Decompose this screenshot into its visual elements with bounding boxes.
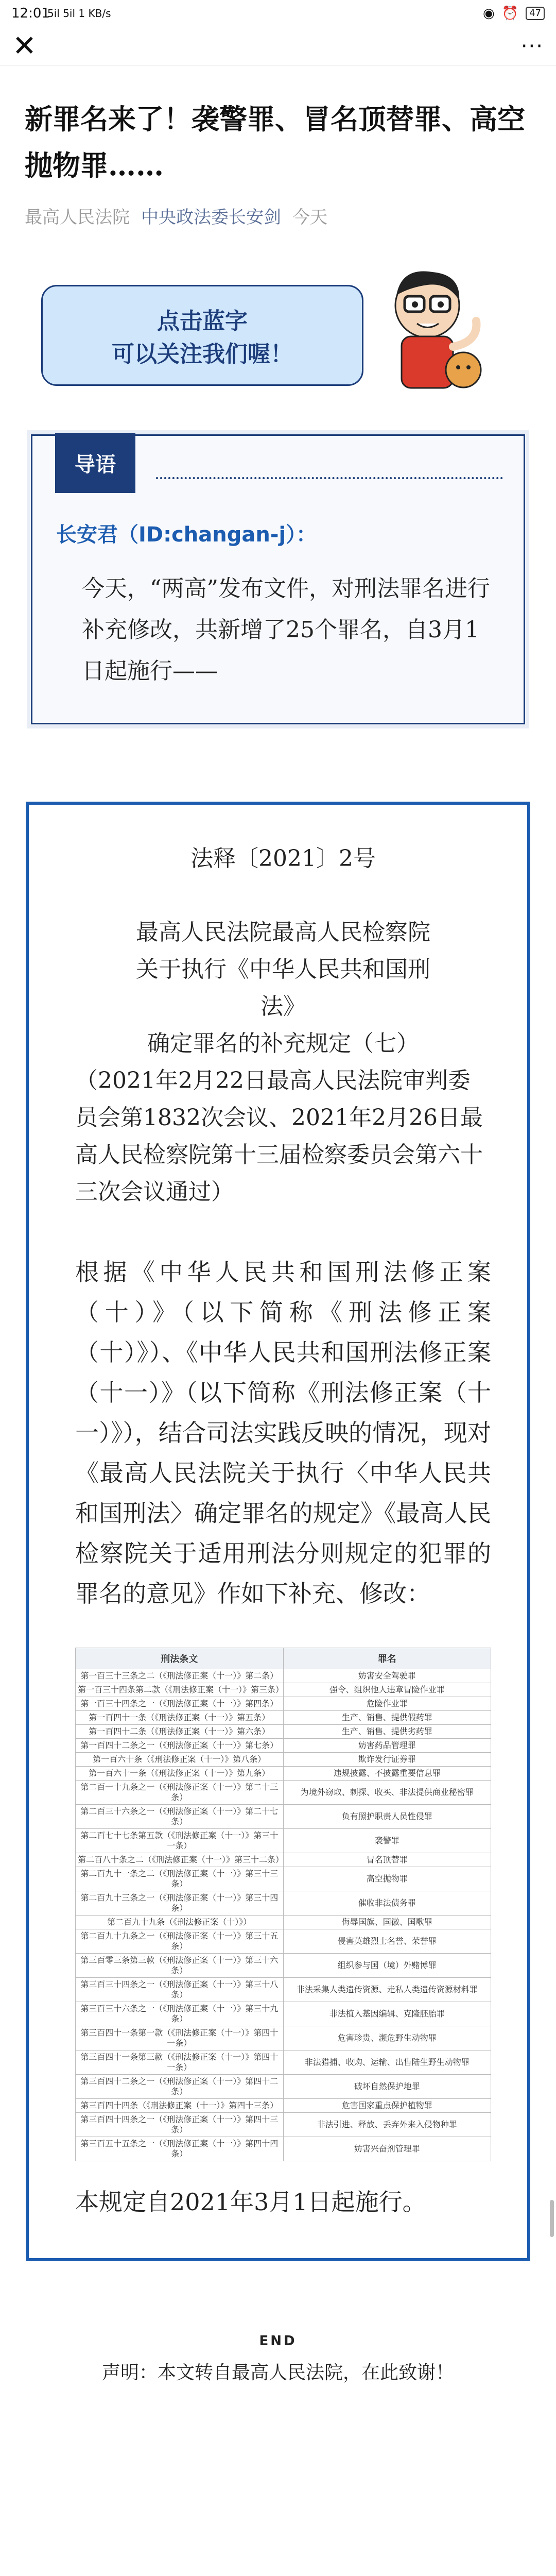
article-meta xyxy=(25,203,531,228)
crime-name-cell: 侮辱国旗、国徽、国歌罪 xyxy=(283,1916,491,1929)
effective-date: 本规定自2021年3月1日起施行。 xyxy=(75,2188,426,2216)
article-cell: 第二百七十七条第五款（《刑法修正案（十一）》第三十一条） xyxy=(76,1829,284,1853)
article-cell: 第二百九十三条之一（《刑法修正案（十一）》第三十四条） xyxy=(76,1891,284,1916)
crime-name-cell: 妨害安全驾驶罪 xyxy=(283,1669,491,1683)
intro-divider xyxy=(156,477,503,479)
table-row xyxy=(76,1867,491,1891)
article-cell: 第一百四十二条（《刑法修正案（十一）》第六条） xyxy=(76,1725,284,1739)
intro-author: 长安君（ID:changan-j）： xyxy=(56,523,317,547)
follow-bubble xyxy=(41,285,363,386)
table-row xyxy=(76,1697,491,1711)
publish-date: 今天 xyxy=(292,207,327,228)
crime-name-cell: 非法采集人类遗传资源、走私人类遗传资源材料罪 xyxy=(283,1978,491,2002)
article-cell: 第二百九十九条（《刑法修正案（十）》） xyxy=(76,1916,284,1929)
status-bar xyxy=(0,0,556,27)
crime-name-cell: 违规披露、不披露重要信息罪 xyxy=(283,1767,491,1781)
table-row xyxy=(76,1829,491,1853)
crime-name-cell: 催收非法债务罪 xyxy=(283,1891,491,1916)
article-cell: 第二百三十六条之一（《刑法修正案（十一）》第二十七条） xyxy=(76,1805,284,1829)
crime-name-cell: 危害珍贵、濒危野生动物罪 xyxy=(283,2026,491,2050)
intro-tag: 导语 xyxy=(55,433,135,493)
heading-line: 法》 xyxy=(260,993,306,1020)
table-row xyxy=(76,2026,491,2050)
table-row xyxy=(76,2113,491,2137)
article-cell: 第三百四十二条之一（《刑法修正案（十一）》第四十二条） xyxy=(76,2075,284,2099)
table-row xyxy=(76,1669,491,1683)
article-source: 最高人民法院 xyxy=(25,207,130,228)
article-cell: 第一百四十二条之一（《刑法修正案（十一）》第七条） xyxy=(76,1739,284,1753)
article-cell: 第三百零三条第三款（《刑法修正案（十一）》第三十六条） xyxy=(76,1954,284,1978)
article-cell: 第一百三十三条之二（《刑法修正案（十一）》第二条） xyxy=(76,1669,284,1683)
article-cell: 第二百九十一条之二（《刑法修正案（十一）》第三十三条） xyxy=(76,1867,284,1891)
table-body xyxy=(76,1669,491,2161)
table-row xyxy=(76,2075,491,2099)
heading-line: 确定罪名的补充规定（七） xyxy=(147,1030,419,1057)
signal-icon: 5il 5il xyxy=(47,7,76,20)
table-header-row xyxy=(76,1648,491,1669)
end-mark: END xyxy=(259,2333,297,2349)
crime-name-cell: 生产、销售、提供劣药罪 xyxy=(283,1725,491,1739)
status-right xyxy=(483,6,545,21)
table-row xyxy=(76,1781,491,1805)
article-cell: 第二百九十九条之一（《刑法修正案（十一）》第三十五条） xyxy=(76,1929,284,1954)
article-cell: 第三百四十一条第一款（《刑法修正案（十一）》第四十一条） xyxy=(76,2026,284,2050)
article-cell: 第三百三十四条之一（《刑法修正案（十一）》第三十八条） xyxy=(76,1978,284,2002)
status-signal xyxy=(47,7,111,20)
table-row xyxy=(76,2002,491,2026)
crime-name-cell: 欺诈发行证券罪 xyxy=(283,1753,491,1767)
follow-line-1: 点击蓝字 xyxy=(157,308,248,334)
battery-level: 47 xyxy=(529,8,541,19)
wechat-icon: ◉ xyxy=(483,6,495,21)
article-title: 新罪名来了！袭警罪、冒名顶替罪、高空抛物罪…… xyxy=(25,103,525,182)
crime-table xyxy=(75,1648,491,2161)
source-statement: 声明：本文转自最高人民法院，在此致谢！ xyxy=(101,2362,454,2383)
article-cell: 第三百四十一条第三款（《刑法修正案（十一）》第四十一条） xyxy=(76,2050,284,2075)
crime-name-cell: 袭警罪 xyxy=(283,1829,491,1853)
table-header: 刑法条文 xyxy=(76,1648,284,1669)
mascot-image xyxy=(371,264,494,393)
intro-text: 今天，“两高”发布文件，对刑法罪名进行补充修改，共新增了25个罪名，自3月1日起施行—— xyxy=(82,575,490,684)
crime-name-cell: 生产、销售、提供假药罪 xyxy=(283,1711,491,1725)
crime-name-cell: 高空抛物罪 xyxy=(283,1867,491,1891)
article-cell: 第三百四十四条（《刑法修正案（十一）》第四十三条） xyxy=(76,2099,284,2113)
table-row xyxy=(76,1853,491,1867)
document-number: 法释〔2021〕2号 xyxy=(190,845,376,872)
table-row xyxy=(76,2137,491,2161)
crime-name-cell: 妨害药品管理罪 xyxy=(283,1739,491,1753)
table-row xyxy=(76,1978,491,2002)
article-cell: 第三百三十六条之一（《刑法修正案（十一）》第三十九条） xyxy=(76,2002,284,2026)
article-cell: 第二百一十九条之一（《刑法修正案（十一）》第二十三条） xyxy=(76,1781,284,1805)
table-row xyxy=(76,1805,491,1829)
article-cell: 第三百五十五条之一（《刑法修正案（十一）》第四十四条） xyxy=(76,2137,284,2161)
table-row xyxy=(76,1929,491,1954)
title-bar xyxy=(0,27,556,66)
table-row xyxy=(76,1916,491,1929)
article-cell: 第二百八十条之二（《刑法修正案（十一）》第三十二条） xyxy=(76,1853,284,1867)
crime-name-cell: 负有照护职责人员性侵罪 xyxy=(283,1805,491,1829)
document-frame xyxy=(26,802,530,2261)
crime-name-cell: 非法引进、释放、丢弃外来入侵物种罪 xyxy=(283,2113,491,2137)
status-time: 12:01 xyxy=(11,6,50,21)
article-cell: 第一百四十一条（《刑法修正案（十一）》第五条） xyxy=(76,1711,284,1725)
account-name-link[interactable]: 中央政法委长安剑 xyxy=(141,207,281,228)
table-row xyxy=(76,2099,491,2113)
crime-name-cell: 危险作业罪 xyxy=(283,1697,491,1711)
crime-name-cell: 破坏自然保护地罪 xyxy=(283,2075,491,2099)
table-row xyxy=(76,1753,491,1767)
heading-line: 最高人民法院最高人民检察院 xyxy=(136,919,430,945)
follow-line-2: 可以关注我们喔！ xyxy=(112,341,293,367)
crime-name-cell: 侵害英雄烈士名誉、荣誉罪 xyxy=(283,1929,491,1954)
table-header: 罪名 xyxy=(283,1648,491,1669)
document-heading xyxy=(75,914,491,1211)
table-row xyxy=(76,2050,491,2075)
follow-banner[interactable] xyxy=(31,264,525,393)
table-row xyxy=(76,1711,491,1725)
article-cell: 第三百四十四条之一（《刑法修正案（十一）》第四十三条） xyxy=(76,2113,284,2137)
crime-name-cell: 冒名顶替罪 xyxy=(283,1853,491,1867)
table-row xyxy=(76,1954,491,1978)
article-cell: 第一百六十一条（《刑法修正案（十一）》第九条） xyxy=(76,1767,284,1781)
crime-name-cell: 危害国家重点保护植物罪 xyxy=(283,2099,491,2113)
crime-name-cell: 非法猎捕、收购、运输、出售陆生野生动物罪 xyxy=(283,2050,491,2075)
table-row xyxy=(76,1725,491,1739)
alarm-icon: ⏰ xyxy=(501,6,519,21)
more-icon[interactable]: ··· xyxy=(520,34,544,58)
crime-name-cell: 为境外窃取、刺探、收买、非法提供商业秘密罪 xyxy=(283,1781,491,1805)
article-cell: 第一百六十条（《刑法修正案（十一）》第八条） xyxy=(76,1753,284,1767)
network-speed: 1 KB/s xyxy=(78,7,111,20)
scrollbar[interactable] xyxy=(550,2200,554,2237)
article-cell: 第一百三十四条第二款（《刑法修正案（十一）》第三条） xyxy=(76,1683,284,1697)
crime-name-cell: 强令、组织他人违章冒险作业罪 xyxy=(283,1683,491,1697)
heading-session-note: （2021年2月22日最高人民法院审判委员会第1832次会议、2021年2月26日最高人民检察院第十三届检察委员会第六十三次会议通过） xyxy=(75,1067,483,1205)
heading-line: 关于执行《中华人民共和国刑 xyxy=(136,956,430,982)
crime-name-cell: 组织参与国（境）外赌博罪 xyxy=(283,1954,491,1978)
close-icon[interactable]: ✕ xyxy=(12,29,37,63)
crime-name-cell: 妨害兴奋剂管理罪 xyxy=(283,2137,491,2161)
table-row xyxy=(76,1767,491,1781)
table-row xyxy=(76,1891,491,1916)
document-paragraph: 根据《中华人民共和国刑法修正案（十）》（以下简称《刑法修正案（十）》）、《中华人民共和国刑法修正案（十一）》（以下简称《刑法修正案（十一）》），结合司法实践反映的情况，现对《最高人民法院关于执行〈中华人民共和国刑法〉确定罪名的规定》《最高人民检察院关于适用刑法分则规定的犯罪的罪名的意见》作如下补充、修改： xyxy=(75,1258,491,1607)
battery-icon xyxy=(526,7,545,20)
crime-name-cell: 非法植入基因编辑、克隆胚胎罪 xyxy=(283,2002,491,2026)
table-row xyxy=(76,1683,491,1697)
table-row xyxy=(76,1739,491,1753)
article-cell: 第一百三十四条之一（《刑法修正案（十一）》第四条） xyxy=(76,1697,284,1711)
intro-box xyxy=(31,434,525,724)
